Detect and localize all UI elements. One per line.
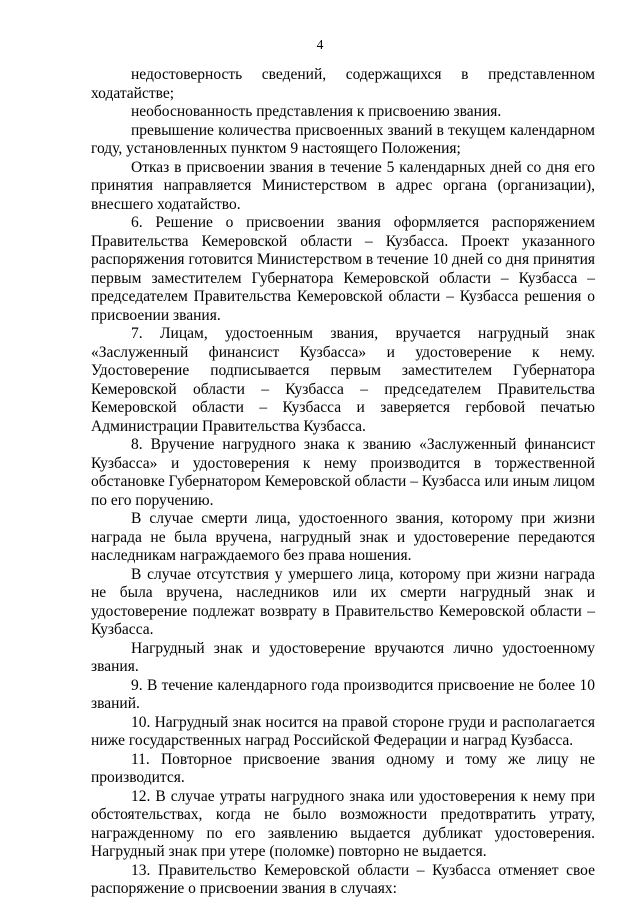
paragraph-item-6: 6. Решение о присвоении звания оформляется распоряжением Правительства Кемеровской области – Кузбасса. Проект указанного распоряжения готовится Министерством в течение 10 дней со дня принятия первым заместителем Губернатора Кемеровской области – Кузбасса – председателем Правительства Кемеровской области – Кузбасса решения о присвоении звания. — [91, 214, 595, 324]
paragraph-item-13: 13. Правительство Кемеровской области – Кузбасса отменяет свое распоряжение о присвоении звания в случаях: — [91, 861, 595, 897]
paragraph: Нагрудный знак и удостоверение вручаются лично удостоенному звания. — [91, 639, 595, 675]
document-body — [91, 66, 595, 899]
paragraph: В случае отсутствия у умершего лица, которому при жизни награда не была вручена, наследников или их смерти нагрудный знак и удостоверение подлежат возврату в Правительство Кемеровской области – Кузбасса. — [91, 565, 595, 638]
paragraph: В случае смерти лица, удостоенного звания, которому при жизни награда не была вручена, нагрудный знак и удостоверение передаются наследникам награждаемого без права ношения. — [91, 510, 595, 564]
paragraph-item-7: 7. Лицам, удостоенным звания, вручается нагрудный знак «Заслуженный финансист Кузбасса» и удостоверение к нему. Удостоверение подписывается первым заместителем Губернатора Кемеровской области – Кузбасса – председателем Правительства Кемеровской области – Кузбасса и заверяется гербовой печатью Администрации Правительства Кузбасса. — [91, 325, 595, 435]
paragraph-item-12: 12. В случае утраты нагрудного знака или удостоверения к нему при обстоятельствах, когда не было возможности предотвратить утрату, награжденному по его заявлению выдается дубликат удостоверения. Нагрудный знак при утере (поломке) повторно не выдается. — [91, 787, 595, 860]
paragraph-item-8: 8. Вручение нагрудного знака к званию «Заслуженный финансист Кузбасса» и удостоверения к нему производится в торжественной обстановке Губернатором Кемеровской области – Кузбасса или иным лицом по его поручению. — [91, 436, 595, 509]
paragraph-item-11: 11. Повторное присвоение звания одному и тому же лицу не производится. — [91, 750, 595, 786]
paragraph: превышение количества присвоенных званий в текущем календарном году, установленных пунктом 9 настоящего Положения; — [91, 121, 595, 157]
paragraph: Отказ в присвоении звания в течение 5 календарных дней со дня его принятия направляется Министерством в адрес органа (организации), внесшего ходатайство. — [91, 158, 595, 213]
paragraph-item-10: 10. Нагрудный знак носится на правой стороне груди и располагается ниже государственных наград Российской Федерации и наград Кузбасса. — [91, 713, 595, 749]
paragraph: недостоверность сведений, содержащихся в представленном ходатайстве; — [91, 66, 595, 102]
paragraph: необоснованность представления к присвоению звания. — [131, 103, 502, 120]
page-number: 4 — [316, 37, 324, 52]
paragraph-item-9: 9. В течение календарного года производится присвоение не более 10 званий. — [91, 676, 595, 712]
